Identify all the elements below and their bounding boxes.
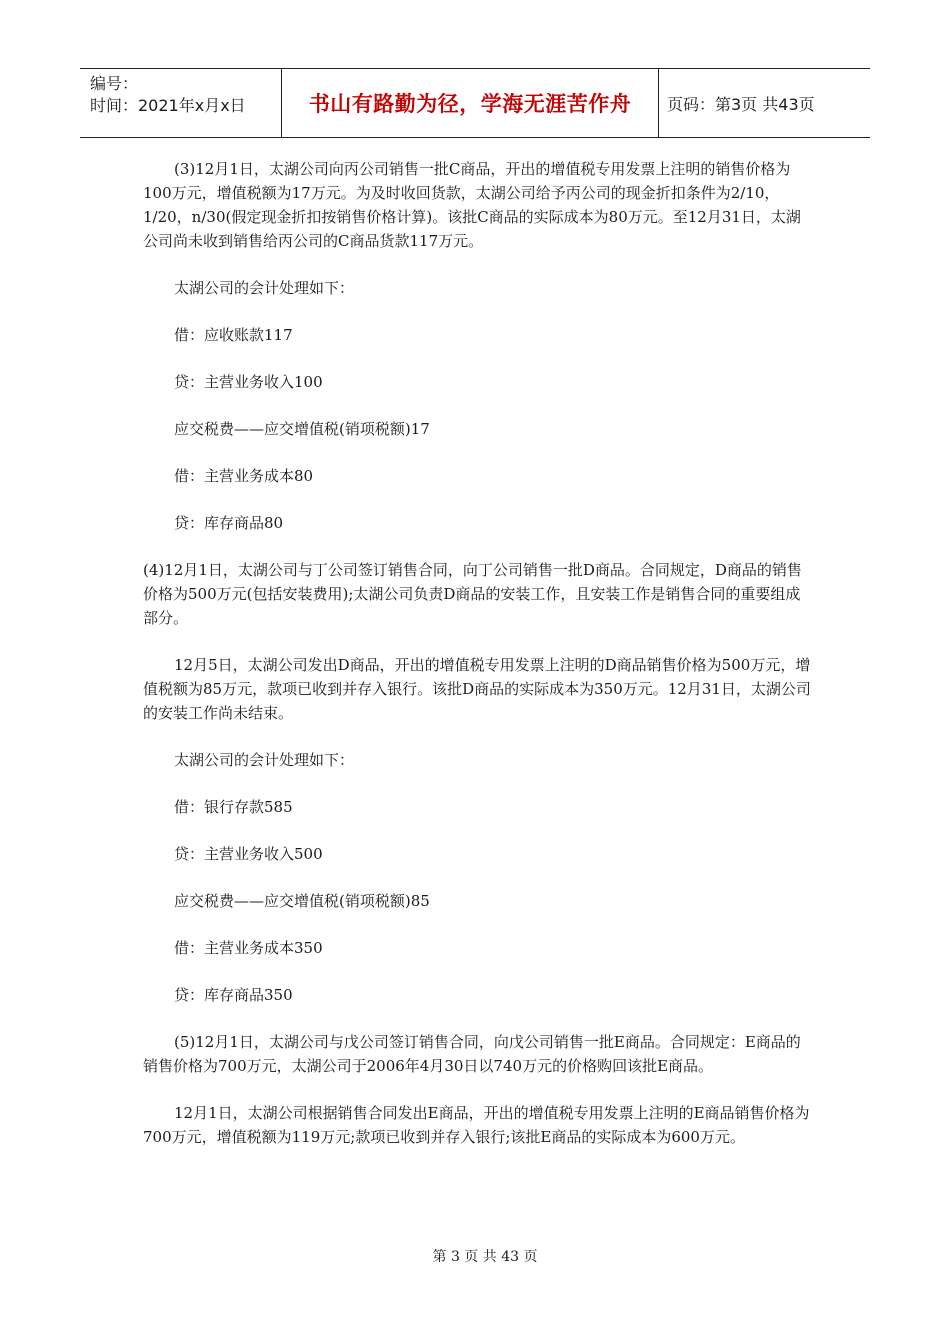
- journal-entry-debit: 借：主营业务成本80: [174, 467, 314, 485]
- journal-entry-credit: 应交税费——应交增值税(销项税额)85: [174, 892, 430, 910]
- accounting-intro: 太湖公司的会计处理如下：: [174, 751, 355, 769]
- accounting-intro: 太湖公司的会计处理如下：: [174, 279, 355, 297]
- header-page-label: 页码：第3页 共43页: [667, 94, 815, 114]
- journal-entry-credit: 贷：库存商品350: [174, 986, 293, 1004]
- journal-entry-credit: 贷：主营业务收入500: [174, 845, 323, 863]
- journal-entry-credit: 应交税费——应交增值税(销项税额)17: [174, 420, 430, 438]
- paragraph-item-4: (4)12月1日，太湖公司与丁公司签订销售合同，向丁公司销售一批D商品。合同规定，D商品的销售价格为500万元(包括安装费用);太湖公司负责D商品的安装工作，且安装工作是销售合同的重要组成部分。: [143, 561, 802, 627]
- header-meta: [80, 69, 282, 137]
- header-motto: 书山有路勤为径，学海无涯苦作舟: [282, 69, 659, 137]
- page-footer: 第 3 页 共 43 页: [432, 1249, 538, 1265]
- journal-entry-debit: 借：主营业务成本350: [174, 939, 323, 957]
- paragraph-item-4-detail: 12月5日，太湖公司发出D商品，开出的增值税专用发票上注明的D商品销售价格为500万元，增值税额为85万元，款项已收到并存入银行。该批D商品的实际成本为350万元。12月31日，太湖公司的安装工作尚未结束。: [143, 656, 811, 722]
- paragraph-item-5-detail: 12月1日，太湖公司根据销售合同发出E商品，开出的增值税专用发票上注明的E商品销售价格为700万元，增值税额为119万元;款项已收到并存入银行;该批E商品的实际成本为600万元。: [143, 1104, 810, 1146]
- paragraph-item-3: (3)12月1日，太湖公司向丙公司销售一批C商品，开出的增值税专用发票上注明的销售价格为100万元，增值税额为17万元。为及时收回货款，太湖公司给予丙公司的现金折扣条件为2/10，1/20，n/30(假定现金折扣按销售价格计算)。该批C商品的实际成本为80万元。至12月31日，太湖公司尚未收到销售给丙公司的C商品货款117万元。: [143, 160, 801, 250]
- paragraph-item-5: (5)12月1日，太湖公司与戊公司签订销售合同，向戊公司销售一批E商品。合同规定：E商品的销售价格为700万元，太湖公司于2006年4月30日以740万元的价格购回该批E商品。: [143, 1033, 801, 1075]
- page-header: [80, 68, 870, 138]
- document-time-label: 时间：2021年x月x日: [90, 96, 246, 115]
- journal-entry-debit: 借：银行存款585: [174, 798, 293, 816]
- journal-entry-debit: 借：应收账款117: [174, 326, 293, 344]
- document-number-label: 编号：: [90, 74, 139, 93]
- journal-entry-credit: 贷：库存商品80: [174, 514, 284, 532]
- document-body: [143, 157, 813, 1172]
- journal-entry-credit: 贷：主营业务收入100: [174, 373, 323, 391]
